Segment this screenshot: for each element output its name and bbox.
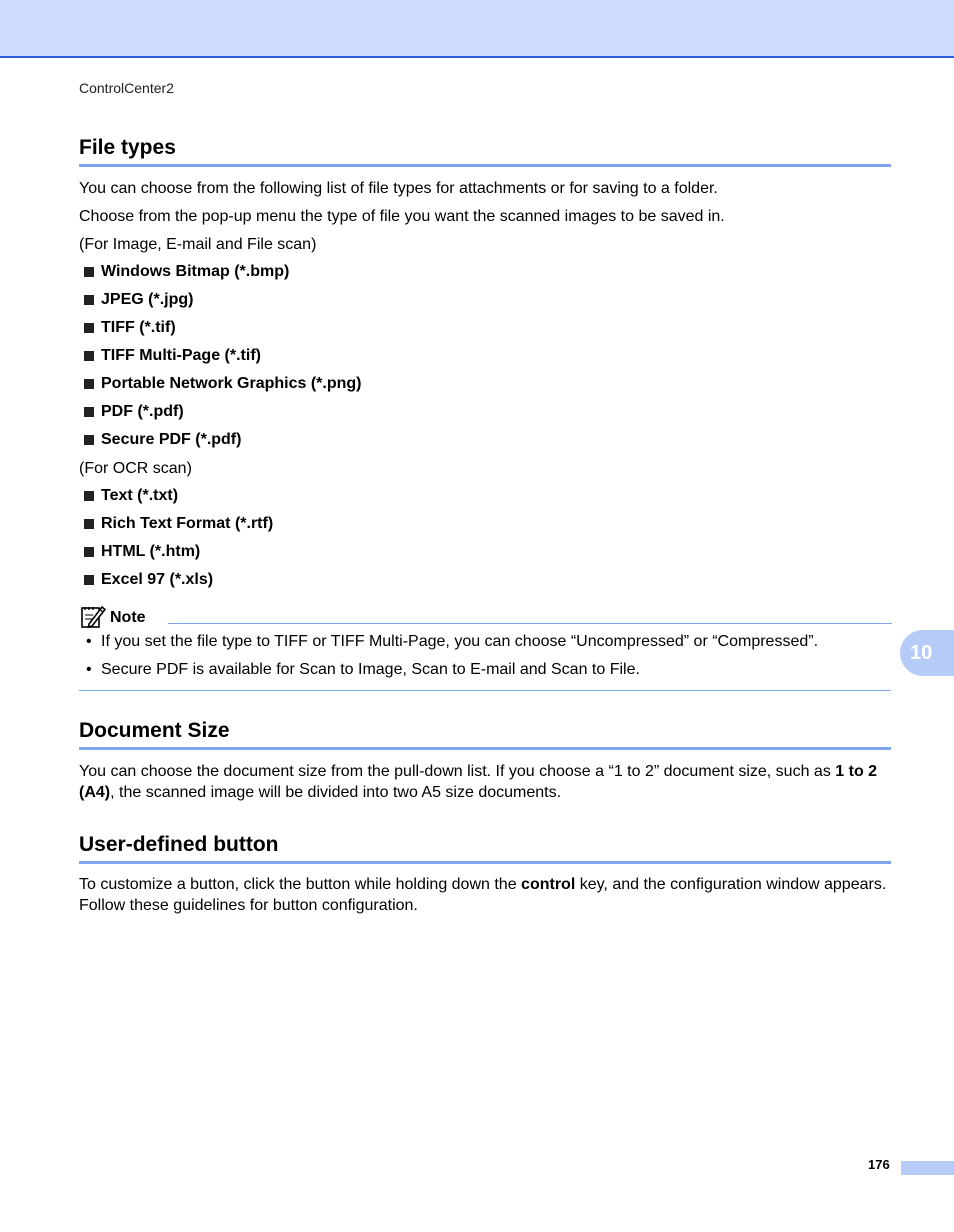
list-item: TIFF (*.tif) <box>84 318 176 338</box>
note-label: Note <box>110 609 146 626</box>
note-item: • Secure PDF is available for Scan to Image, Scan to E-mail and Scan to File. <box>86 661 640 678</box>
list-item: TIFF Multi-Page (*.tif) <box>84 346 261 366</box>
bullet-square-icon <box>84 295 94 305</box>
note-bottom-divider <box>79 690 891 691</box>
image-scan-group-label: (For Image, E-mail and File scan) <box>79 236 317 253</box>
bullet-square-icon <box>84 379 94 389</box>
list-item: Text (*.txt) <box>84 486 178 506</box>
running-title: ControlCenter2 <box>79 80 174 96</box>
bullet-square-icon <box>84 575 94 585</box>
page-number-bar <box>901 1161 954 1175</box>
list-item: PDF (*.pdf) <box>84 402 184 422</box>
page-number: 176 <box>868 1157 890 1172</box>
bullet-square-icon <box>84 519 94 529</box>
document-size-heading: Document Size <box>79 719 891 750</box>
note-header <box>80 603 892 629</box>
list-item: JPEG (*.jpg) <box>84 290 193 310</box>
ocr-scan-group-label: (For OCR scan) <box>79 460 192 477</box>
bullet-square-icon <box>84 547 94 557</box>
header-band <box>0 0 954 58</box>
note-pencil-icon <box>80 603 106 629</box>
chapter-tab: 10 <box>900 630 954 676</box>
file-types-intro-2: Choose from the pop-up menu the type of file you want the scanned images to be saved in. <box>79 208 725 225</box>
list-item: Windows Bitmap (*.bmp) <box>84 262 289 282</box>
list-item: Excel 97 (*.xls) <box>84 570 213 590</box>
user-defined-button-text: To customize a button, click the button while holding down the control key, and the configuration window appears. Follow these guidelines for button configuration. <box>79 876 887 914</box>
bullet-square-icon <box>84 435 94 445</box>
bullet-square-icon <box>84 351 94 361</box>
bullet-square-icon <box>84 267 94 277</box>
note-divider <box>168 623 892 624</box>
file-types-intro-1: You can choose from the following list of file types for attachments or for saving to a folder. <box>79 180 718 197</box>
list-item: HTML (*.htm) <box>84 542 200 562</box>
note-item: • If you set the file type to TIFF or TIFF Multi-Page, you can choose “Uncompressed” or “Compressed”. <box>86 633 819 650</box>
list-item: Rich Text Format (*.rtf) <box>84 514 273 534</box>
user-defined-button-heading: User-defined button <box>79 833 891 864</box>
list-item: Secure PDF (*.pdf) <box>84 430 241 450</box>
file-types-heading: File types <box>79 136 891 167</box>
bullet-square-icon <box>84 491 94 501</box>
list-item: Portable Network Graphics (*.png) <box>84 374 361 394</box>
bullet-square-icon <box>84 407 94 417</box>
bullet-square-icon <box>84 323 94 333</box>
document-size-text: You can choose the document size from the pull-down list. If you choose a “1 to 2” document size, such as 1 to 2 (A4), the scanned image will be divided into two A5 size documents. <box>79 763 878 801</box>
